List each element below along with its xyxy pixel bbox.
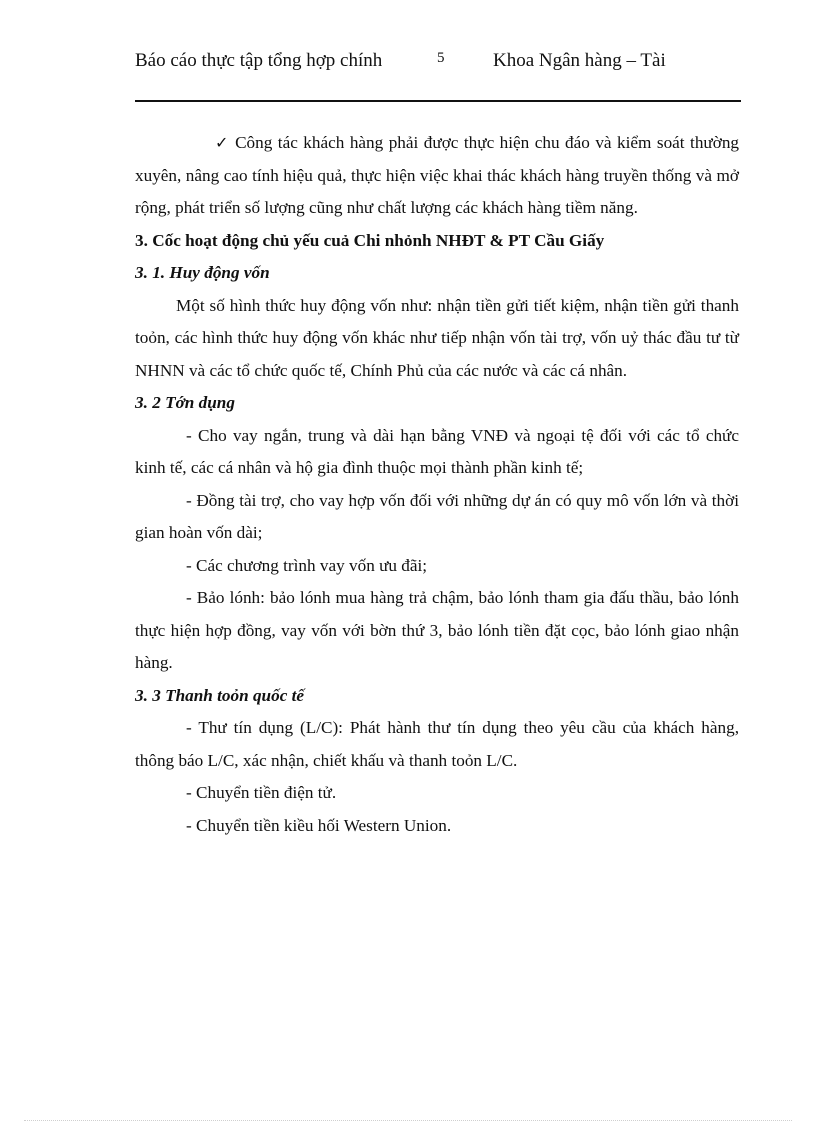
page-number: 5: [437, 50, 445, 66]
header-report-title: Báo cáo thực tập tổng hợp chính: [135, 50, 383, 71]
section-heading-3: 3. Cốc hoạt động chủ yếu cuả Chi nhỏnh NHĐT & PT Cầu Giấy: [135, 230, 605, 250]
checkmark-icon: ✓: [215, 133, 230, 152]
page-header: [135, 48, 741, 102]
credit-list-item: - Cho vay ngắn, trung và dài hạn bằng VNĐ và ngoại tệ đối với các tổ chức kinh tế, các cá nhân và hộ gia đình thuộc mọi thành phần kinh tế;: [135, 425, 739, 477]
paragraph-capital-mobilization: Một số hình thức huy động vốn như: nhận tiền gửi tiết kiệm, nhận tiền gửi thanh toỏn, các hình thức huy động vốn khác như tiếp nhận vốn tài trợ, vốn uỷ thác đầu tư từ NHNN và các tổ chức quốc tế, Chính Phủ của các nước và các cá nhân.: [135, 295, 739, 380]
payment-list-item: - Chuyển tiền kiều hối Western Union.: [186, 815, 452, 835]
checklist-paragraph: [135, 127, 739, 225]
credit-list-item: - Bảo lónh: bảo lónh mua hàng trả chậm, bảo lónh tham gia đấu thầu, bảo lónh thực hiện hợp đồng, vay vốn với bờn thứ 3, bảo lónh tiền đặt cọc, bảo lónh giao nhận hàng.: [135, 588, 739, 672]
subsection-heading-3-3: 3. 3 Thanh toỏn quốc tế: [135, 685, 305, 705]
subsection-heading-3-2: 3. 2 Tớn dụng: [135, 393, 235, 412]
page-content: [135, 127, 739, 842]
header-faculty-title: Khoa Ngân hàng – Tài: [493, 50, 666, 71]
credit-list-item: - Đồng tài trợ, cho vay hợp vốn đối với những dự án có quy mô vốn lớn và thời gian hoàn vốn dài;: [135, 490, 739, 542]
checklist-text: Công tác khách hàng phải được thực hiện chu đáo và kiểm soát thường xuyên, nâng cao tính hiệu quả, thực hiện việc khai thác khách hàng truyền thống và mở rộng, phát triển số lượng cũng như chất lượng các khách hàng tiềm năng.: [135, 133, 740, 217]
payment-list-item: - Thư tín dụng (L/C): Phát hành thư tín dụng theo yêu cầu của khách hàng, thông báo L/C, xác nhận, chiết khấu và thanh toỏn L/C.: [135, 718, 739, 770]
payment-list-item: - Chuyển tiền điện tử.: [186, 783, 337, 802]
page-bottom-divider: [24, 1120, 792, 1121]
subsection-heading-3-1: 3. 1. Huy động vốn: [135, 263, 270, 282]
credit-list-item: - Các chương trình vay vốn ưu đãi;: [186, 555, 428, 575]
